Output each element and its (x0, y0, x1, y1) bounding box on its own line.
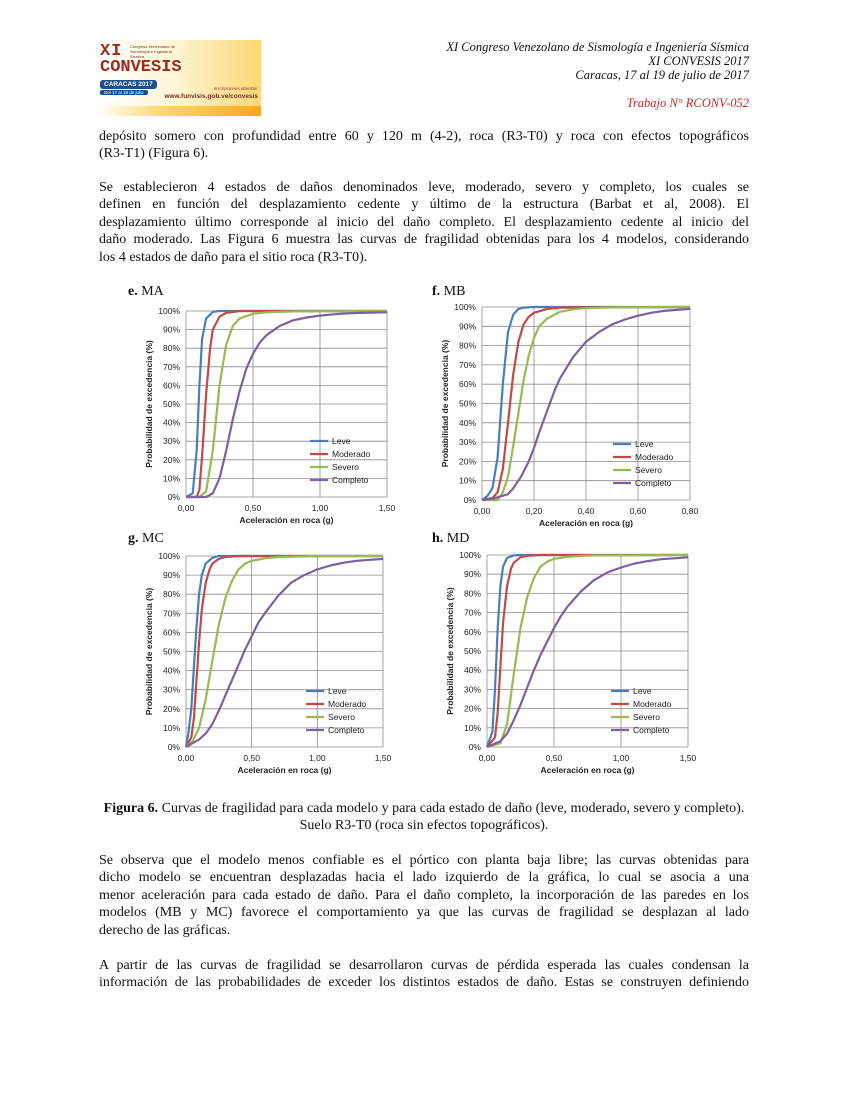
y-tick-label: 40% (463, 665, 481, 676)
y-tick-label: 20% (162, 703, 180, 714)
text-line: modelos (MB y MC) favorece el comportamiento ya que las curvas de fragilidad se desplazan al lado (99, 905, 749, 921)
y-tick-label: 40% (162, 665, 180, 676)
x-tick-label: 0,00 (473, 506, 491, 516)
x-tick-label: 0,00 (177, 503, 195, 513)
logo-tagline: Congreso Venezolano de Sismología e Ingeniería Sísmica (130, 44, 175, 59)
logo-acronym: CONVESIS (100, 58, 182, 77)
x-axis-label: Aceleración en roca (g) (237, 765, 332, 775)
text-line: Se establecieron 4 estados de daños denominados leve, moderado, severo y completo, los cuales se (99, 180, 749, 195)
paragraph-3 (99, 852, 749, 939)
x-axis-label: Aceleración en roca (g) (540, 765, 635, 775)
legend-label-moderado: Moderado (332, 449, 371, 459)
x-tick-label: 0,00 (478, 753, 496, 763)
panel-label-mc: g. MC (128, 531, 164, 546)
x-tick-label: 0,50 (244, 503, 262, 513)
legend-label-moderado: Moderado (635, 452, 674, 462)
y-tick-label: 90% (162, 570, 180, 581)
text-line: dicho modelo se encuentran desplazadas hacia el lado izquierdo de la gráfica, lo cual se asocia a una (99, 870, 749, 886)
legend-label-severo: Severo (635, 465, 662, 475)
y-tick-label: 90% (458, 321, 476, 332)
y-tick-label: 50% (458, 398, 476, 409)
y-tick-label: 60% (463, 626, 481, 637)
header-paper-id: Trabajo N° RCONV-052 (626, 96, 749, 110)
y-tick-label: 30% (463, 684, 481, 695)
y-tick-label: 0% (167, 492, 180, 502)
y-axis-label: Probabilidad de excedencia (%) (144, 587, 154, 716)
paragraph-4 (99, 957, 749, 992)
y-tick-label: 60% (162, 627, 180, 638)
text-line: información de las probabilidades de exceder los distintos estados de daño. Estas se construyen definiendo (99, 975, 749, 991)
y-tick-label: 40% (162, 417, 180, 428)
logo-city-badge: CARACAS 2017 (100, 80, 157, 89)
y-axis-label: Probabilidad de excedencia (%) (440, 339, 450, 468)
y-tick-label: 20% (162, 454, 180, 465)
y-tick-label: 0% (167, 742, 180, 752)
x-axis-label: Aceleración en roca (g) (239, 515, 334, 525)
y-axis-label: Probabilidad de excedencia (%) (144, 340, 154, 468)
y-tick-label: 80% (162, 343, 180, 354)
y-tick-label: 0% (468, 742, 481, 752)
y-tick-label: 10% (162, 473, 180, 484)
y-tick-label: 10% (458, 475, 476, 486)
caption-label: Figura 6. (103, 801, 159, 816)
x-tick-label: 1,00 (309, 753, 326, 763)
text-line: depósito somero con profundidad entre 60 y 120 m (4-2), roca (R3-T0) y roca con efectos topográficos (99, 129, 749, 144)
legend-label-moderado: Moderado (633, 699, 672, 709)
panel-label-md: h. MD (432, 531, 470, 546)
y-tick-label: 50% (463, 646, 481, 656)
text-line: definen en función del desplazamiento cedente y último de la estructura (Barbat et al, 2008). El (99, 197, 749, 213)
y-tick-label: 50% (162, 399, 180, 409)
panel-label-ma: e. MA (128, 284, 164, 299)
legend-label-leve: Leve (633, 686, 652, 696)
legend-label-severo: Severo (633, 712, 660, 722)
y-tick-label: 90% (463, 569, 481, 580)
y-tick-label: 10% (162, 722, 180, 733)
x-tick-label: 1,50 (679, 753, 697, 763)
logo-numeral: XI (100, 42, 123, 61)
x-tick-label: 0,00 (177, 753, 195, 763)
legend-label-completo: Completo (635, 478, 672, 488)
text-line: A partir de las curvas de fragilidad se desarrollaron curvas de pérdida esperada las cuales condensan la (99, 958, 749, 973)
y-tick-label: 100% (158, 306, 180, 316)
x-tick-label: 0,20 (525, 506, 543, 516)
text-line: derecho de las gráficas. (99, 922, 231, 938)
y-tick-label: 70% (458, 359, 476, 370)
panel-label-mb: f. MB (432, 284, 466, 299)
x-tick-label: 1,00 (311, 503, 329, 513)
legend-label-completo: Completo (633, 725, 670, 735)
legend-label-severo: Severo (332, 462, 359, 472)
x-tick-label: 0,80 (681, 506, 699, 516)
x-tick-label: 0,50 (243, 753, 260, 763)
legend-label-leve: Leve (328, 686, 347, 696)
header-congress-name: XI Congreso Venezolano de Sismología e Ingeniería Sísmica (446, 40, 749, 54)
y-tick-label: 100% (454, 302, 476, 312)
y-tick-label: 100% (158, 551, 180, 561)
legend-label-severo: Severo (328, 712, 355, 722)
header-edition: XI CONVESIS 2017 (648, 54, 749, 68)
text-line: los 4 estados de daño para el sitio roca (R3-T0). (99, 249, 368, 265)
y-tick-label: 10% (463, 722, 481, 733)
x-tick-label: 1,50 (378, 503, 396, 513)
figure-caption (99, 800, 749, 834)
x-tick-label: 1,00 (612, 753, 630, 763)
text-line: (R3-T1) (Figura 6). (99, 146, 209, 162)
legend-label-moderado: Moderado (328, 699, 367, 709)
y-tick-label: 90% (162, 324, 180, 335)
y-tick-label: 60% (458, 379, 476, 390)
legend-label-leve: Leve (635, 439, 654, 449)
y-tick-label: 0% (463, 495, 476, 505)
text-line: menor aceleración para cada estado de daño. Para el daño completo, la incorporación de las paredes en los (99, 887, 749, 903)
y-tick-label: 30% (162, 436, 180, 447)
logo-dates-badge: Del 17 al 19 de julio (100, 90, 148, 95)
x-axis-label: Aceleración en roca (g) (538, 518, 634, 528)
y-tick-label: 60% (162, 380, 180, 391)
y-tick-label: 30% (458, 437, 476, 448)
text-line: Se observa que el modelo menos confiable es el pórtico con planta baja libre; las curvas obtenidas para (99, 853, 749, 868)
legend-label-completo: Completo (328, 725, 365, 735)
text-line: daño moderado. Las Figura 6 muestra las curvas de fragilidad obtenidas para los 4 modelos, considerando (99, 232, 749, 248)
y-tick-label: 80% (458, 340, 476, 351)
caption-text: Curvas de fragilidad para cada modelo y para cada estado de daño (leve, moderado, severo y completo). Suelo R3-T0 (roca sin efectos topográficos). (161, 801, 745, 833)
y-tick-label: 70% (463, 607, 481, 618)
x-tick-label: 1,50 (374, 753, 392, 763)
y-tick-label: 80% (162, 589, 180, 600)
y-tick-label: 30% (162, 684, 180, 695)
y-tick-label: 70% (162, 608, 180, 619)
x-tick-label: 0,60 (629, 506, 647, 516)
legend-label-leve: Leve (332, 436, 351, 446)
y-tick-label: 100% (459, 550, 481, 560)
y-tick-label: 20% (458, 456, 476, 467)
x-tick-label: 0,50 (545, 753, 563, 763)
legend-label-completo: Completo (332, 475, 369, 485)
header-location-date: Caracas, 17 al 19 de julio de 2017 (575, 68, 749, 82)
y-tick-label: 20% (463, 703, 481, 714)
y-tick-label: 40% (458, 417, 476, 428)
text-line: desplazamiento último corresponde al inicio del daño completo. El desplazamiento cedente al inicio del (99, 214, 749, 230)
y-tick-label: 80% (463, 588, 481, 599)
logo-registration: inscripciones abiertas (213, 86, 257, 91)
x-tick-label: 0,40 (577, 506, 595, 516)
y-tick-label: 50% (162, 646, 180, 657)
logo-website: www.funvisis.gob.ve/convesis (164, 93, 258, 100)
y-tick-label: 70% (162, 361, 180, 372)
y-axis-label: Probabilidad de excedencia (%) (445, 587, 455, 715)
